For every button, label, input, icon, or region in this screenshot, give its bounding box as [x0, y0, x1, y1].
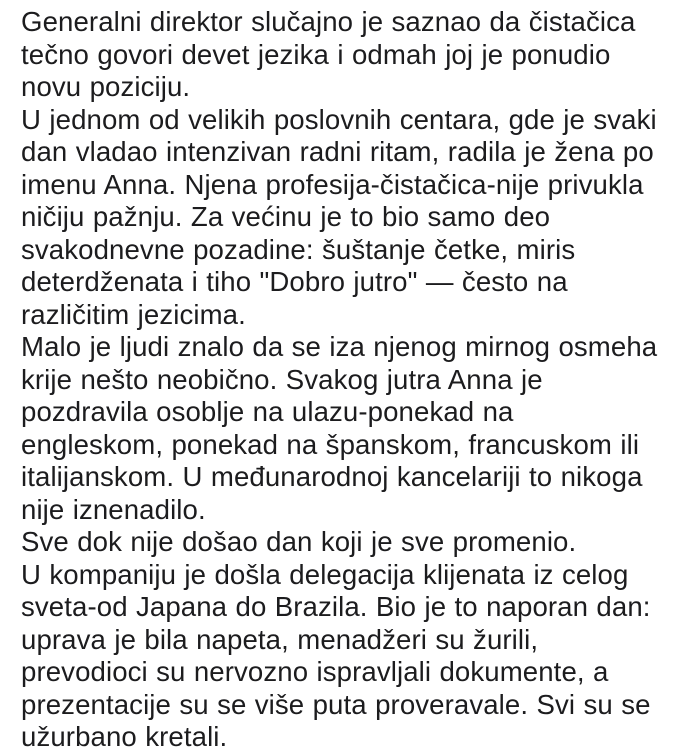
text-line: svakodnevne pozadine: šuštanje četke, miris [21, 233, 576, 265]
text-line: ničiju pažnju. Za većinu je to bio samo deo [21, 201, 551, 232]
text-line: krije nešto neobično. Svakog jutra Anna je [21, 363, 543, 395]
text-line: novu poziciju. [21, 71, 191, 102]
post-text [21, 6, 693, 754]
text-line: U jednom od velikih poslovnih centara, gde je svaki [21, 103, 657, 135]
text-line: uprava je bila napeta, menadžeri su žurili, [21, 623, 539, 655]
text-line: U kompaniju je došla delegacija klijenata iz celog [21, 558, 629, 590]
text-line: Generalni direktor slučajno je saznao da čistačica [21, 6, 636, 37]
text-line: prezentacije su se više puta proveravale. Svi su se [21, 688, 651, 720]
text-line: deterdženata i tiho "Dobro jutro" — često na [21, 266, 568, 297]
text-line: sveta-od Japana do Brazila. Bio je to naporan dan: [21, 591, 651, 622]
text-line: engleskom, ponekad na španskom, francuskom ili [21, 428, 640, 460]
text-line: imenu Anna. Njena profesija-čistačica-nije privukla [21, 168, 644, 200]
text-line: različitim jezicima. [21, 298, 246, 330]
text-line: nije iznenadilo. [21, 493, 206, 525]
text-line: pozdravila osoblje na ulazu-ponekad na [21, 396, 514, 427]
text-line: užurbano kretali. [21, 721, 228, 752]
text-line: tečno govori devet jezika i odmah joj je ponudio [21, 38, 611, 70]
text-line: Sve dok nije došao dan koji je sve promenio. [21, 526, 577, 557]
text-line: italijanskom. U međunarodnoj kancelariji to nikoga [21, 461, 643, 492]
text-line: dan vladao intenzivan radni ritam, radila je žena po [21, 136, 654, 167]
text-line: Malo je ljudi znalo da se iza njenog mirnog osmeha [21, 331, 658, 362]
text-line: prevodioci su nervozno ispravljali dokumente, a [21, 656, 609, 687]
